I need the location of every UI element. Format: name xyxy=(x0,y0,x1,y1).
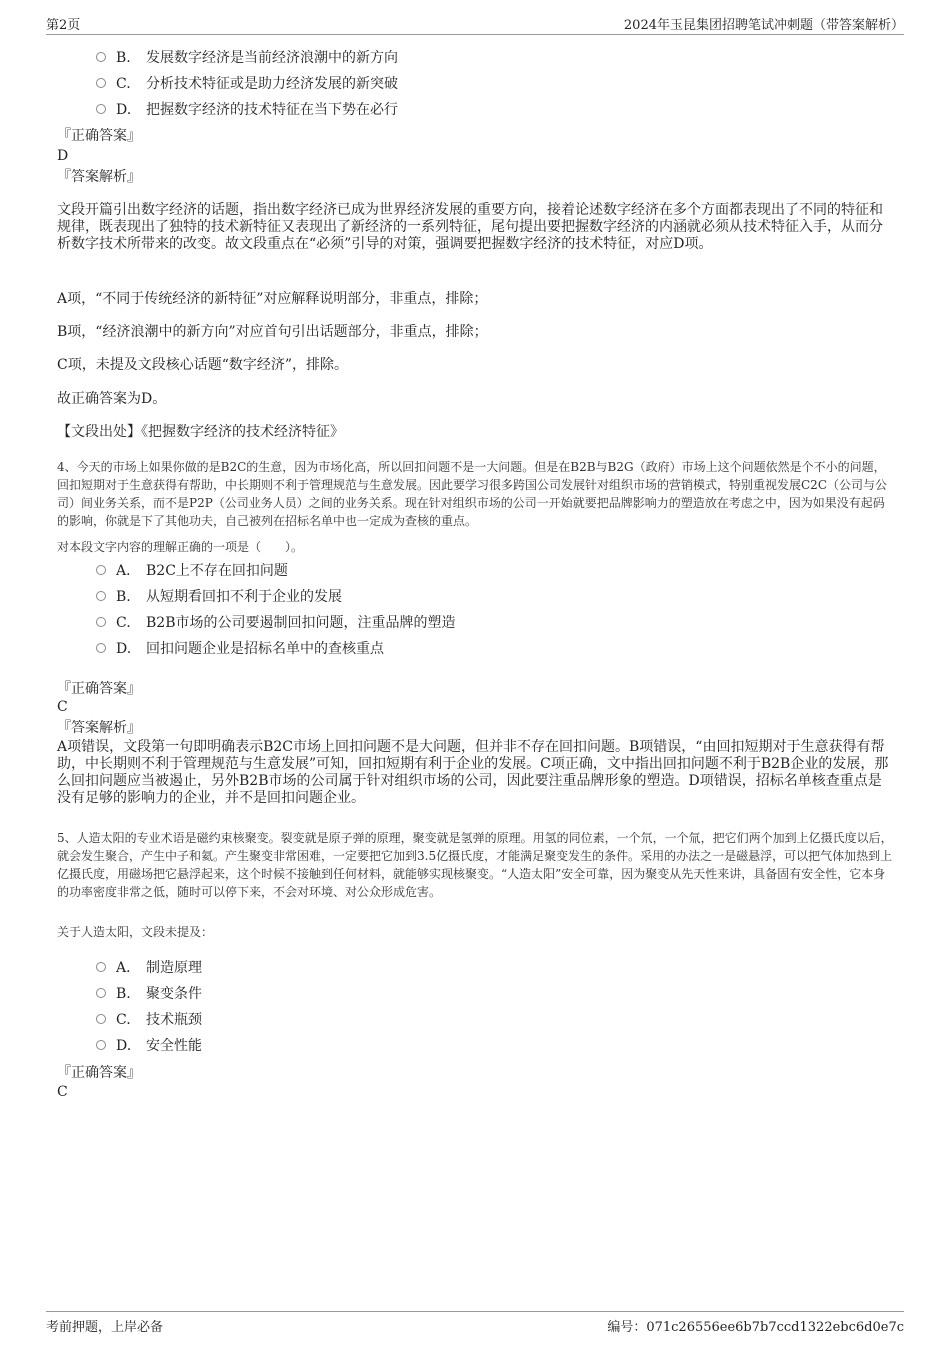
q4-answer-label: 『正确答案』 xyxy=(57,681,141,697)
q4-analysis: A项错误，文段第一句即明确表示B2C市场上回扣问题不是大问题，但并非不存在回扣问题。B项错误，“由回扣短期对于生意获得有帮助，中长期则不利于管理规范与生意发展”可知，回扣短期有利于企业的发展。C项正确，文中指出回扣问题不利于B2B企业的发展，那么回扣问题应当被遏止，另外B2B市场的公司属于针对组织市场的公司，因此要注重品牌形象的塑造。D项错误，招标名单核查重点是没有足够的影响力的企业，并不是回扣问题企业。 xyxy=(57,739,889,806)
q5-option-d[interactable]: D. 安全性能 xyxy=(96,1036,202,1056)
radio-icon[interactable] xyxy=(96,962,106,972)
q4-option-d[interactable]: D. 回扣问题企业是招标名单中的查核重点 xyxy=(96,639,384,659)
q3-conclusion: 故正确答案为D。 xyxy=(57,391,167,407)
page-footer xyxy=(46,1311,904,1336)
q3-note-a: A项，“不同于传统经济的新特征”对应解释说明部分，非重点，排除； xyxy=(57,291,488,307)
radio-icon[interactable] xyxy=(96,1014,106,1024)
radio-icon[interactable] xyxy=(96,104,106,114)
q3-option-c[interactable]: C. 分析技术特征或是助力经济发展的新突破 xyxy=(96,74,398,94)
q4-option-c[interactable]: C. B2B市场的公司要遏制回扣问题，注重品牌的塑造 xyxy=(96,613,455,633)
q5-stem: 5、人造太阳的专业术语是磁约束核聚变。裂变就是原子弹的原理，聚变就是氢弹的原理。用氢的同位素，一个氘，一个氚，把它们两个加到上亿摄氏度以后，就会发生聚合，产生中子和氦。产生聚变非常困难，一定要把它加到3.5亿摄氏度，才能满足聚变发生的条件。采用的办法之一是磁悬浮，可以把气体加热到上亿摄氏度，用磁场把它悬浮起来，这个时候不接触到任何材料，就能够实现核聚变。“人造太阳”安全可靠，因为聚变从先天性来讲，具备固有安全性，它本身的功率密度非常之低，随时可以停下来，不会对环境、对公众形成危害。 xyxy=(57,831,893,899)
q4-option-b[interactable]: B. 从短期看回扣不利于企业的发展 xyxy=(96,587,342,607)
q3-note-c: C项，未提及文段核心话题“数字经济”，排除。 xyxy=(57,357,349,373)
q3-option-b[interactable]: B. 发展数字经济是当前经济浪潮中的新方向 xyxy=(96,48,398,68)
q4-question: 对本段文字内容的理解正确的一项是（ ）。 xyxy=(57,540,304,554)
q4-stem: 4、今天的市场上如果你做的是B2C的生意，因为市场化高，所以回扣问题不是一大问题。但是在B2B与B2G（政府）市场上这个问题依然是个不小的问题，回扣短期对于生意获得有帮助，中长期则不利于管理规范与生意发展。因此要学习很多跨国公司发展针对组织市场的营销模式，特别重视发展C2C（公司与公司）间业务关系，而不是P2P（公司业务人员）之间的业务关系。现在针对组织市场的公司一开始就要把品牌影响力的塑造放在考虑之中，因为如果没有起码的影响，你就是下了其他功夫，自己被列在招标名单中也一定成为查核的重点。 xyxy=(57,460,888,528)
radio-icon[interactable] xyxy=(96,78,106,88)
radio-icon[interactable] xyxy=(96,591,106,601)
radio-icon[interactable] xyxy=(96,565,106,575)
q3-source: 【文段出处】《把握数字经济的技术经济特征》 xyxy=(57,424,344,440)
q5-option-a[interactable]: A． 制造原理 xyxy=(96,958,202,978)
q3-analysis: 文段开篇引出数字经济的话题，指出数字经济已成为世界经济发展的重要方向，接着论述数字经济在多个方面都表现出了不同的特征和规律，既表现出了独特的技术新特征又表现出了新经济的一系列特征，尾句提出要把握数字经济的内涵就必须从技术特征入手，从而分析数字技术所带来的改变。故文段重点在“必须”引导的对策，强调要把握数字经济的技术特征，对应D项。 xyxy=(57,202,883,252)
q4-analysis-label: 『答案解析』 xyxy=(57,720,141,736)
page-number: 第2页 xyxy=(46,18,81,33)
q4-answer: C xyxy=(57,699,68,715)
q3-answer-label: 『正确答案』 xyxy=(57,128,141,144)
radio-icon[interactable] xyxy=(96,1040,106,1050)
q3-note-b: B项，“经济浪潮中的新方向”对应首句引出话题部分，非重点，排除； xyxy=(57,324,488,340)
q3-option-d[interactable]: D. 把握数字经济的技术特征在当下势在必行 xyxy=(96,100,398,120)
footer-slogan: 考前押题，上岸必备 xyxy=(46,1320,164,1335)
q3-analysis-label: 『答案解析』 xyxy=(57,169,141,185)
radio-icon[interactable] xyxy=(96,643,106,653)
q5-answer-label: 『正确答案』 xyxy=(57,1065,141,1081)
radio-icon[interactable] xyxy=(96,52,106,62)
document-id: 编号：071c26556ee6b7b7ccd1322ebc6d0e7c xyxy=(607,1320,904,1335)
q5-answer: C xyxy=(57,1084,68,1100)
page-header xyxy=(46,14,904,35)
q5-option-c[interactable]: C. 技术瓶颈 xyxy=(96,1010,202,1030)
document-title: 2024年玉昆集团招聘笔试冲刺题（带答案解析） xyxy=(623,18,904,33)
q5-option-b[interactable]: B. 聚变条件 xyxy=(96,984,202,1004)
radio-icon[interactable] xyxy=(96,988,106,998)
q5-question: 关于人造太阳，文段未提及： xyxy=(57,925,214,939)
radio-icon[interactable] xyxy=(96,617,106,627)
q4-option-a[interactable]: A． B2C上不存在回扣问题 xyxy=(96,561,288,581)
q3-answer: D xyxy=(57,148,69,164)
